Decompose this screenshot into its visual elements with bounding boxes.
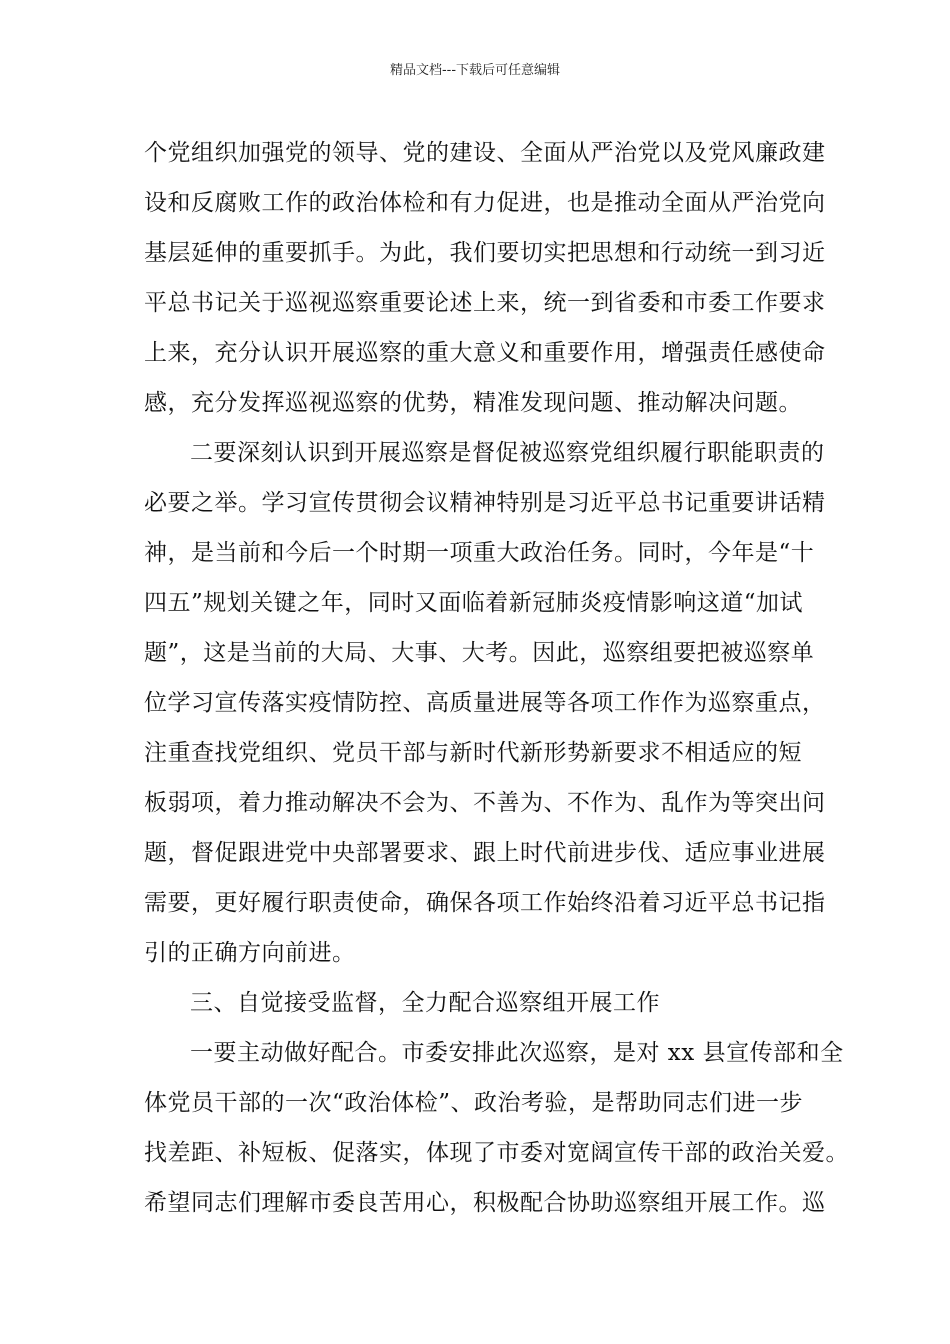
text-line: 基层延伸的重要抓手。为此，我们要切实把思想和行动统一到习近 [144, 240, 826, 266]
text-line: 题，督促跟进党中央部署要求、跟上时代前进步伐、适应事业进展 [144, 840, 826, 866]
text-line: 需要，更好履行职责使命，确保各项工作始终沿着习近平总书记指 [144, 890, 826, 916]
text-line: 上来，充分认识开展巡察的重大意义和重要作用，增强责任感使命 [144, 340, 826, 366]
text-line: 希望同志们理解市委良苦用心，积极配合协助巡察组开展工作。巡 [144, 1190, 826, 1216]
document-body [144, 128, 849, 1228]
paragraph-first-line: 一要主动做好配合。市委安排此次巡察，是对 xx 县宣传部和全 [190, 1040, 844, 1066]
text-line: 引的正确方向前进。 [144, 940, 356, 966]
page-header: 精品文档---下载后可任意编辑 [389, 63, 561, 78]
text-line: 感，充分发挥巡视巡察的优势，精准发现问题、推动解决问题。 [144, 390, 802, 416]
text-line: 平总书记关于巡视巡察重要论述上来，统一到省委和市委工作要求 [144, 290, 826, 316]
section-heading: 三、自觉接受监督，全力配合巡察组开展工作 [190, 990, 660, 1016]
text-line: 个党组织加强党的领导、党的建设、全面从严治党以及党风廉政建 [144, 140, 826, 166]
paragraph-first-line: 二要深刻认识到开展巡察是督促被巡察党组织履行职能职责的 [190, 440, 825, 466]
text-line: 注重查找党组织、党员干部与新时代新形势新要求不相适应的短 [144, 740, 802, 766]
text-line: 神，是当前和今后一个时期一项重大政治任务。同时，今年是“十 [144, 540, 815, 566]
text-line: 必要之举。学习宣传贯彻会议精神特别是习近平总书记重要讲话精 [144, 490, 826, 516]
text-line: 四五”规划关键之年，同时又面临着新冠肺炎疫情影响这道“加试 [144, 590, 804, 616]
text-line: 题”，这是当前的大局、大事、大考。因此，巡察组要把被巡察单 [144, 640, 815, 666]
text-line: 找差距、补短板、促落实，体现了市委对宽阔宣传干部的政治关爱。 [144, 1140, 849, 1166]
text-line: 设和反腐败工作的政治体检和有力促进，也是推动全面从严治党向 [144, 190, 826, 216]
text-line: 板弱项，着力推动解决不会为、不善为、不作为、乱作为等突出问 [144, 790, 826, 816]
text-line: 位学习宣传落实疫情防控、高质量进展等各项工作作为巡察重点， [144, 690, 826, 716]
text-line: 体党员干部的一次“政治体检”、政治考验，是帮助同志们进一步 [144, 1090, 804, 1116]
